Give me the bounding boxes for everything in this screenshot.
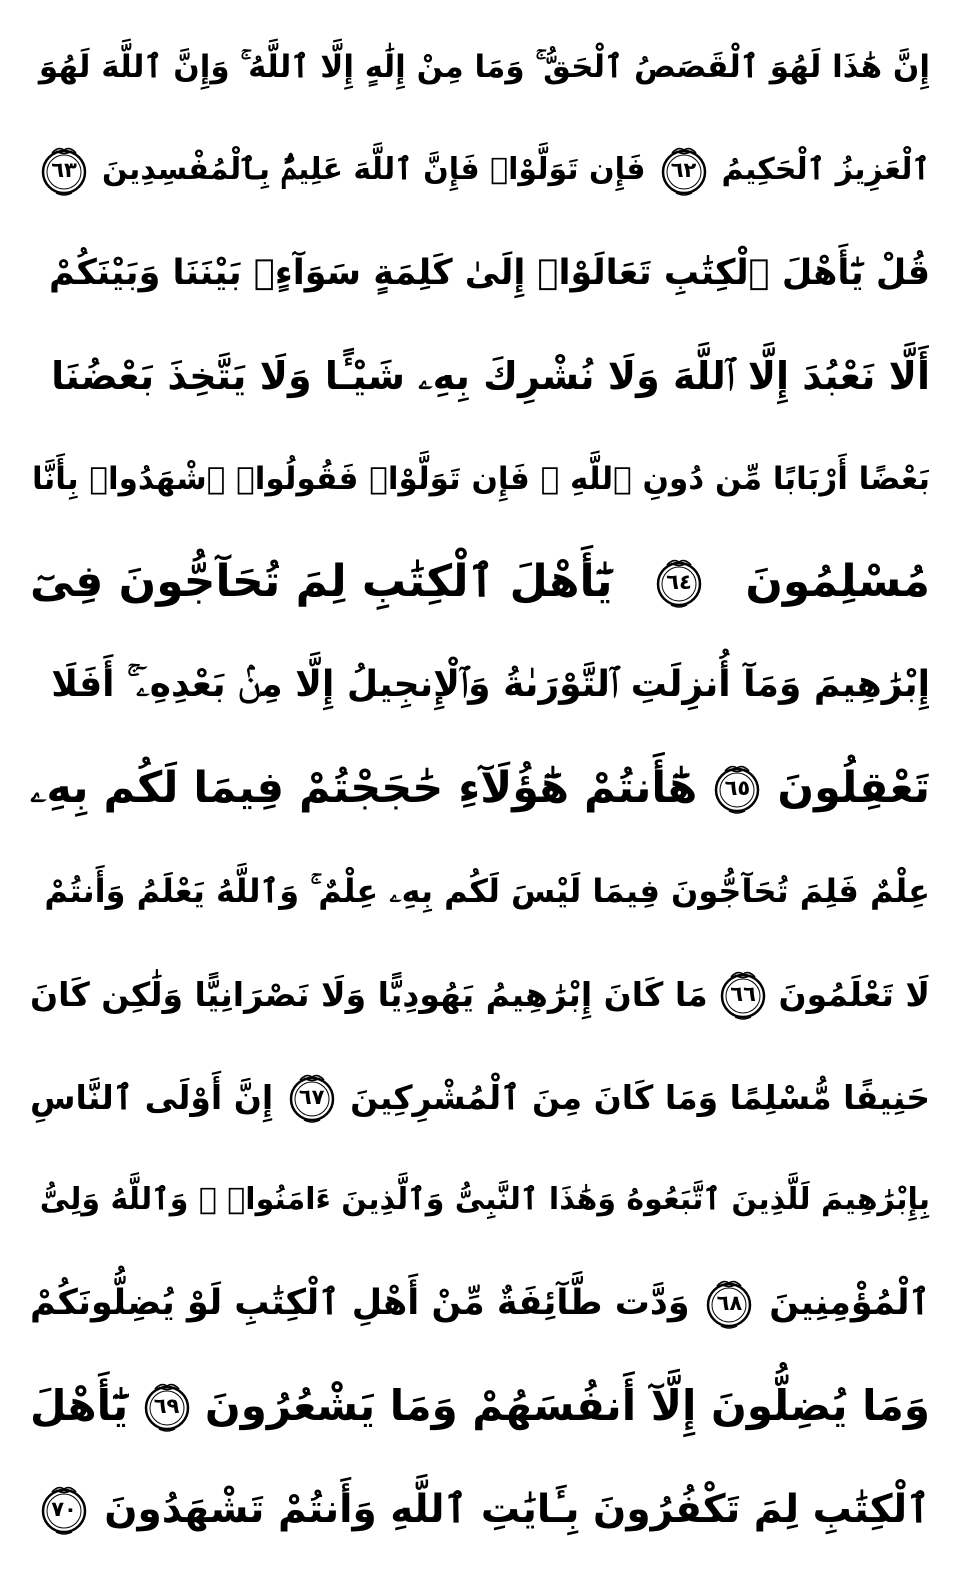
text-line bbox=[30, 18, 930, 116]
verse-text: فَإِن تَوَلَّوْا۟ فَإِنَّ ٱللَّهَ عَلِيمٌۢ بِٱلْمُفْسِدِينَ bbox=[102, 152, 646, 187]
text-line bbox=[30, 739, 930, 837]
text-line bbox=[30, 533, 930, 631]
verse-text: وَمَا يُضِلُّونَ إِلَّآ أَنفُسَهُمْ وَمَا يَشْعُرُونَ bbox=[204, 1381, 930, 1430]
text-line bbox=[30, 327, 930, 425]
verse-text: إِنَّ هَٰذَا لَهُوَ ٱلْقَصَصُ ٱلْحَقُّ ۚ وَمَا مِنْ إِلَٰهٍ إِلَّا ٱللَّهُ ۚ وَإِنَّ ٱللَّهَ لَهُوَ bbox=[38, 48, 930, 85]
text-line bbox=[30, 842, 930, 940]
text-line bbox=[30, 1151, 930, 1249]
text-line bbox=[30, 1048, 930, 1146]
text-line bbox=[30, 1254, 930, 1352]
ayah-number-marker bbox=[656, 142, 712, 198]
ayah-number-marker bbox=[139, 1378, 195, 1434]
ayah-number: ٦٧ bbox=[298, 1084, 325, 1109]
ayah-number: ٦٢ bbox=[670, 157, 697, 182]
verse-text: لَا تَعْلَمُونَ bbox=[778, 974, 930, 1014]
ayah-number: ٦٨ bbox=[716, 1290, 743, 1315]
text-line bbox=[30, 1357, 930, 1455]
verse-text: ٱلْمُؤْمِنِينَ bbox=[769, 1282, 930, 1323]
verse-text: يَٰٓأَهْلَ bbox=[30, 1381, 129, 1430]
verse-text: حَنِيفًا مُّسْلِمًا وَمَا كَانَ مِنَ ٱلْمُشْرِكِينَ bbox=[350, 1077, 930, 1117]
text-line bbox=[30, 1460, 930, 1558]
verse-text: إِبْرَٰهِيمَ وَمَآ أُنزِلَتِ ٱلتَّوْرَىٰةُ وَٱلْإِنجِيلُ إِلَّا مِنۢ بَعْدِهِۦٓ ۚ أَفَلَا bbox=[51, 664, 930, 705]
text-line bbox=[30, 636, 930, 734]
ayah-number: ٦٦ bbox=[730, 981, 756, 1006]
verse-text: بَعْضًا أَرْبَابًا مِّن دُونِ ٱللَّهِ ۚ فَإِن تَوَلَّوْا۟ فَقُولُوا۟ ٱشْهَدُوا۟ بِأَنَّا bbox=[32, 460, 930, 497]
ayah-number: ٦٣ bbox=[51, 157, 77, 182]
ayah-number-marker bbox=[715, 966, 771, 1022]
mushaf-page bbox=[30, 18, 930, 1563]
ayah-number: ٦٩ bbox=[153, 1393, 180, 1418]
verse-text: عِلْمٌ فَلِمَ تُحَآجُّونَ فِيمَا لَيْسَ لَكُم بِهِۦ عِلْمٌ ۚ وَٱللَّهُ يَعْلَمُ وَأَنتُمْ bbox=[44, 872, 930, 910]
verse-text: هَٰٓأَنتُمْ هَٰٓؤُلَآءِ حَٰجَجْتُمْ فِيمَا لَكُم بِهِۦ bbox=[30, 762, 698, 813]
verse-text: مُسْلِمُونَ bbox=[745, 556, 930, 607]
text-line bbox=[30, 224, 930, 322]
verse-text: وَدَّت طَّآئِفَةٌ مِّنْ أَهْلِ ٱلْكِتَٰبِ لَوْ يُضِلُّونَكُمْ bbox=[30, 1282, 690, 1323]
verse-text: إِنَّ أَوْلَى ٱلنَّاسِ bbox=[30, 1077, 274, 1117]
ayah-number-marker bbox=[36, 1481, 92, 1537]
text-line bbox=[30, 430, 930, 528]
ayah-number: ٦٤ bbox=[666, 569, 692, 594]
ayah-number-marker bbox=[284, 1069, 340, 1125]
text-line bbox=[30, 121, 930, 219]
verse-text: أَلَّا نَعْبُدَ إِلَّا ٱللَّهَ وَلَا نُشْرِكَ بِهِۦ شَيْـًٔا وَلَا يَتَّخِذَ بَعْضُنَا bbox=[51, 354, 930, 398]
verse-text: تَعْقِلُونَ bbox=[777, 762, 930, 813]
verse-text: ٱلْكِتَٰبِ لِمَ تَكْفُرُونَ بِـَٔايَٰتِ ٱللَّهِ وَأَنتُمْ تَشْهَدُونَ bbox=[104, 1486, 930, 1532]
ayah-number-marker bbox=[651, 554, 707, 610]
verse-text: قُلْ يَٰٓأَهْلَ ٱلْكِتَٰبِ تَعَالَوْا۟ إِلَىٰ كَلِمَةٍ سَوَآءٍۭ بَيْنَنَا وَبَيْنَكُمْ bbox=[49, 252, 930, 293]
ayah-number-marker bbox=[709, 760, 765, 816]
ayah-number: ٦٥ bbox=[724, 775, 751, 800]
ayah-number-marker bbox=[701, 1275, 757, 1331]
ayah-number-marker bbox=[36, 142, 92, 198]
verse-text: يَٰٓأَهْلَ ٱلْكِتَٰبِ لِمَ تُحَآجُّونَ فِىٓ bbox=[30, 556, 613, 607]
ayah-number: ٧٠ bbox=[51, 1496, 77, 1521]
text-line bbox=[30, 945, 930, 1043]
verse-text: ٱلْعَزِيزُ ٱلْحَكِيمُ bbox=[721, 152, 930, 187]
verse-text: بِإِبْرَٰهِيمَ لَلَّذِينَ ٱتَّبَعُوهُ وَهَٰذَا ٱلنَّبِىُّ وَٱلَّذِينَ ءَامَنُوا۟ ۗ وَٱللَّهُ وَلِىُّ bbox=[39, 1182, 930, 1217]
verse-text: مَا كَانَ إِبْرَٰهِيمُ يَهُودِيًّا وَلَا نَصْرَانِيًّا وَلَٰكِن كَانَ bbox=[30, 974, 708, 1014]
